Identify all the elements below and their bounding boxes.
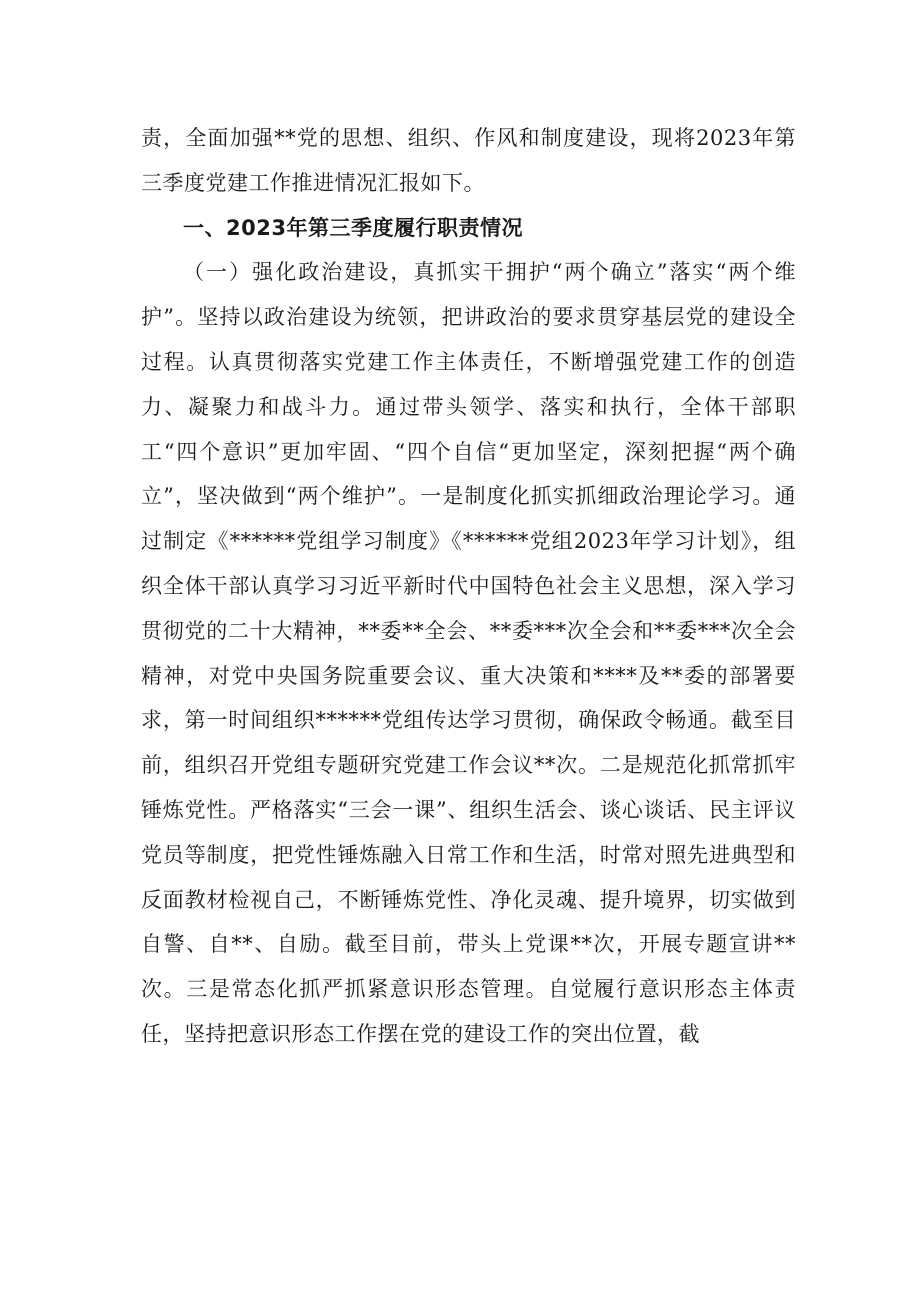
- document-body: [141, 116, 796, 1057]
- intro-paragraph: 责，全面加强**党的思想、组织、作风和制度建设，现将2023年第三季度党建工作推进情况汇报如下。: [141, 126, 796, 195]
- section-heading: 一、2023年第三季度履行职责情况: [183, 215, 523, 240]
- subsection-paragraph: （一）强化政治建设，真抓实干拥护“两个确立”落实“两个维护”。坚持以政治建设为统领，把讲政治的要求贯穿基层党的建设全过程。认真贯彻落实党建工作主体责任，不断增强党建工作的创造力、凝聚力和战斗力。通过带头领学、落实和执行，全体干部职工“四个意识”更加牢固、“四个自信“更加坚定，深刻把握“两个确立”，坚决做到“两个维护”。一是制度化抓实抓细政治理论学习。通过制定《******党组学习制度》《******党组2023年学习计划》，组织全体干部认真学习习近平新时代中国特色社会主义思想，深入学习贯彻党的二十大精神，**委**全会、**委***次全会和**委***次全会精神，对党中央国务院重要会议、重大决策和****及**委的部署要求，第一时间组织******党组传达学习贯彻，确保政令畅通。截至目前，组织召开党组专题研究党建工作会议**次。二是规范化抓常抓牢锤炼党性。严格落实“三会一课”、组织生活会、谈心谈话、民主评议党员等制度，把党性锤炼融入日常工作和生活，时常对照先进典型和反面教材检视自己，不断锤炼党性、净化灵魂、提升境界，切实做到自警、自**、自励。截至目前，带头上党课**次，开展专题宣讲**次。三是常态化抓严抓紧意识形态管理。自觉履行意识形态主体责任，坚持把意识形态工作摆在党的建设工作的突出位置，截: [141, 260, 796, 1046]
